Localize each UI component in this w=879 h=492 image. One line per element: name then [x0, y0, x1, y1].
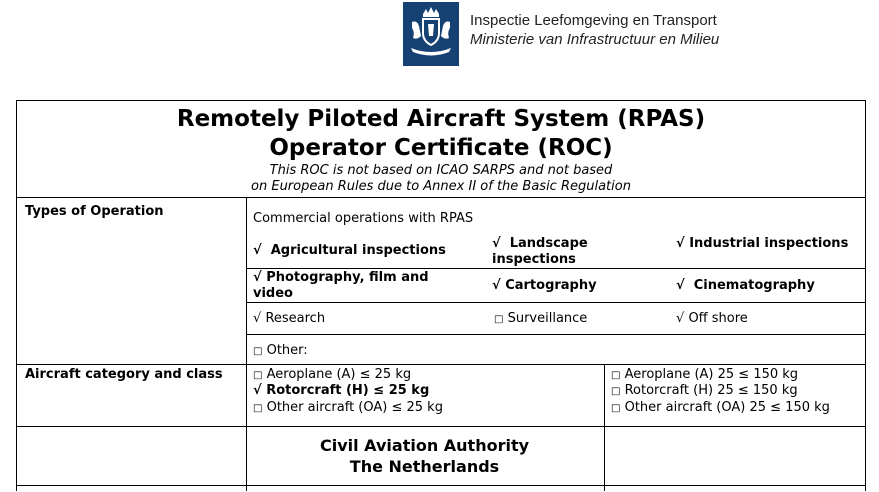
divider	[604, 365, 605, 491]
certificate-title-line2: Operator Certificate (ROC)	[269, 135, 613, 161]
operation-label: Off shore	[688, 311, 748, 326]
authority-line1: Civil Aviation Authority	[319, 436, 530, 455]
operation-label: Photography, film and video	[253, 270, 429, 301]
authority-line2: The Netherlands	[349, 457, 500, 476]
operation-label: Surveillance	[507, 311, 588, 326]
aircraft-label: Other aircraft (OA) ≤ 25 kg	[266, 400, 443, 415]
aircraft-item	[611, 367, 798, 384]
checkbox-empty: □	[253, 346, 263, 357]
operation-label: Research	[265, 311, 326, 326]
coat-of-arms-logo	[403, 2, 459, 66]
operations-intro: Commercial operations with RPAS	[253, 211, 474, 226]
organisation-name	[470, 11, 719, 49]
operation-item	[492, 236, 672, 268]
aircraft-label: Other aircraft (OA) 25 ≤ 150 kg	[624, 400, 830, 415]
operation-label: Other:	[266, 343, 308, 358]
divider	[247, 268, 865, 269]
aircraft-item	[253, 400, 443, 417]
types-of-operation-label: Types of Operation	[25, 204, 164, 219]
operation-item	[253, 270, 458, 302]
aircraft-category-label: Aircraft category and class	[25, 367, 223, 382]
divider	[17, 485, 865, 486]
aircraft-label: Aeroplane (A) ≤ 25 kg	[266, 367, 412, 382]
aircraft-label: Aeroplane (A) 25 ≤ 150 kg	[624, 367, 799, 382]
check-mark: √	[253, 243, 262, 258]
operation-item	[492, 278, 672, 294]
aircraft-item	[611, 400, 830, 417]
operation-item	[494, 311, 587, 328]
org-line1: Inspectie Leefomgeving en Transport	[470, 12, 717, 29]
check-mark: √	[253, 383, 262, 398]
certificate-subtitle-line2: on European Rules due to Annex II of the Basic Regulation	[251, 179, 631, 194]
operation-item	[676, 311, 748, 327]
aircraft-item	[253, 367, 411, 384]
certificate-subtitle-line1: This ROC is not based on ICAO SARPS and not based	[269, 163, 613, 178]
operation-item	[676, 236, 856, 252]
aircraft-item	[611, 383, 798, 400]
operation-label: Landscape inspections	[492, 236, 588, 267]
certificate-table	[16, 100, 866, 491]
operation-label: Agricultural inspections	[270, 243, 446, 258]
divider	[17, 426, 865, 427]
checkbox-empty: □	[253, 370, 263, 381]
check-mark: √	[676, 311, 685, 326]
certificate-title-line1: Remotely Piloted Aircraft System (RPAS)	[176, 106, 706, 132]
checkbox-empty: □	[611, 403, 621, 414]
aircraft-label: Rotorcraft (H) ≤ 25 kg	[266, 383, 430, 398]
check-mark: √	[676, 236, 685, 251]
divider	[247, 334, 865, 335]
operation-item	[253, 243, 488, 259]
operation-label: Industrial inspections	[689, 236, 849, 251]
divider	[17, 197, 865, 198]
aircraft-item	[253, 383, 429, 399]
operation-label: Cinematography	[693, 278, 815, 293]
check-mark: √	[253, 270, 262, 285]
operation-item	[676, 278, 861, 294]
operation-item	[253, 311, 325, 327]
check-mark: √	[492, 236, 501, 251]
check-mark: √	[492, 278, 501, 293]
check-mark: √	[676, 278, 685, 293]
operation-label: Cartography	[505, 278, 597, 293]
checkbox-empty: □	[611, 370, 621, 381]
aircraft-label: Rotorcraft (H) 25 ≤ 150 kg	[624, 383, 798, 398]
coat-of-arms-icon	[403, 2, 459, 66]
checkbox-empty: □	[494, 314, 504, 325]
checkbox-empty: □	[611, 386, 621, 397]
divider	[17, 364, 865, 365]
check-mark: √	[253, 311, 262, 326]
divider	[247, 302, 865, 303]
operation-other	[253, 343, 308, 360]
org-line2: Ministerie van Infrastructuur en Milieu	[470, 31, 720, 48]
checkbox-empty: □	[253, 403, 263, 414]
